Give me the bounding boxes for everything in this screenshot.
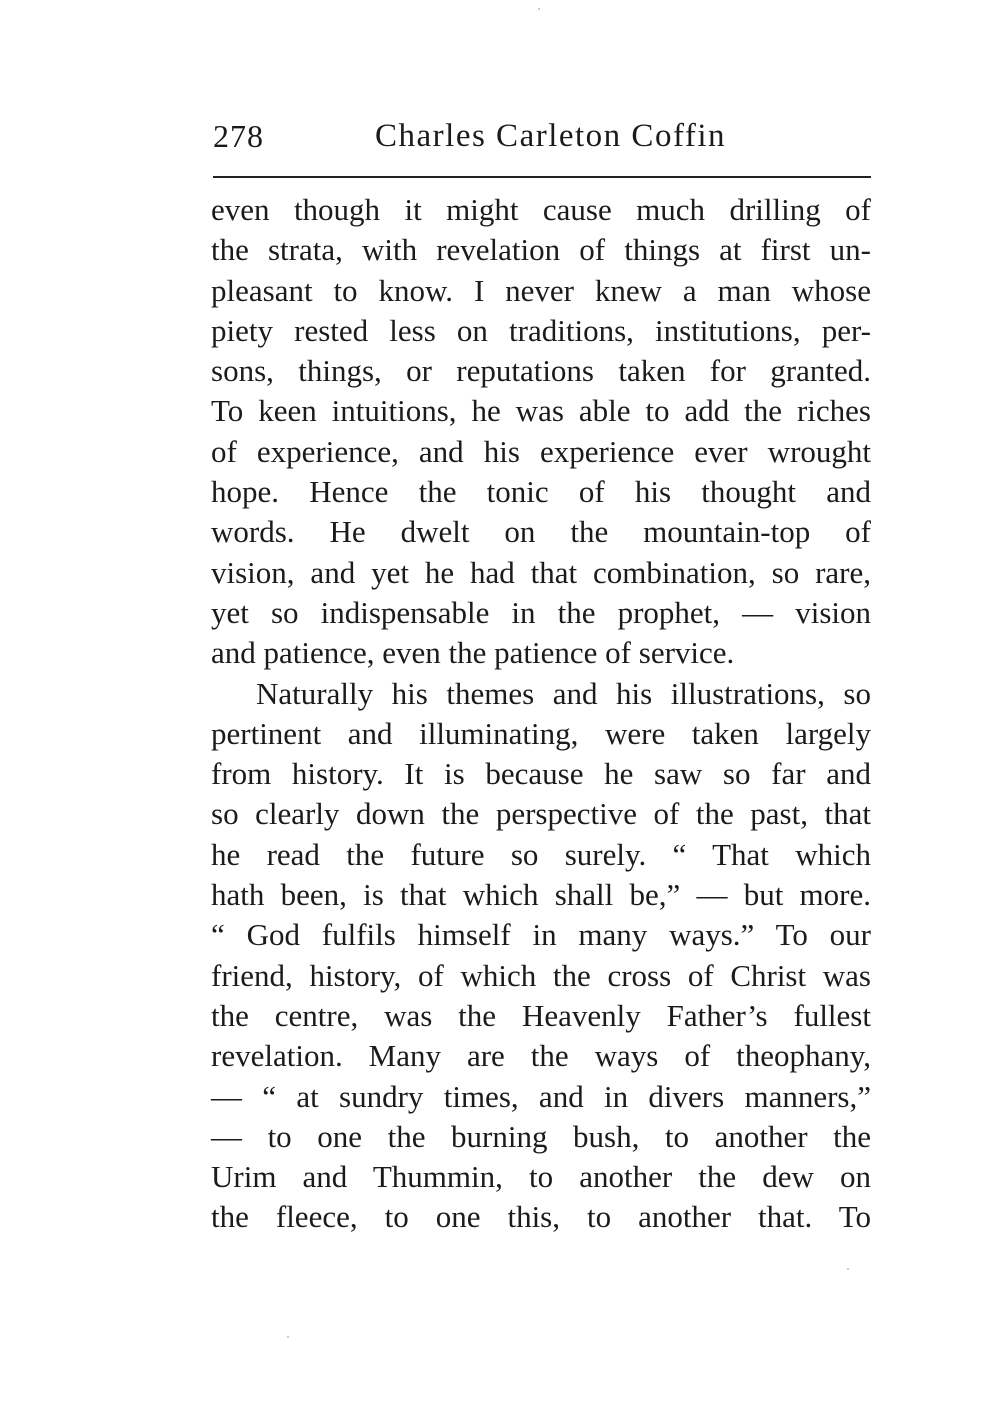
- page-header: [213, 118, 871, 168]
- text-line: — “ at sundry times, and in divers manners,”: [211, 1078, 871, 1114]
- text-line: Urim and Thummin, to another the dew on: [211, 1159, 871, 1195]
- text-line: To keen intuitions, he was able to add the riches: [211, 393, 871, 429]
- text-line: the strata, with revelation of things at first un-: [211, 232, 871, 268]
- text-line: piety rested less on traditions, institutions, per-: [211, 312, 871, 348]
- text-line: “ God fulfils himself in many ways.” To our: [211, 917, 871, 953]
- paragraph-1: [211, 190, 871, 674]
- scan-speck: [287, 1336, 289, 1338]
- text-line: — to one the burning bush, to another the: [211, 1118, 871, 1154]
- text-line: so clearly down the perspective of the past, that: [211, 796, 871, 832]
- text-line: sons, things, or reputations taken for granted.: [211, 353, 871, 389]
- text-line: revelation. Many are the ways of theophany,: [211, 1038, 871, 1074]
- page-number: 278: [213, 118, 264, 154]
- text-line: friend, history, of which the cross of Christ was: [211, 957, 871, 993]
- text-line: vision, and yet he had that combination, so rare,: [211, 554, 871, 590]
- text-line: hath been, is that which shall be,” — but more.: [211, 877, 871, 913]
- text-line: pleasant to know. I never knew a man whose: [211, 272, 871, 308]
- text-line: the fleece, to one this, to another that. To: [211, 1199, 871, 1235]
- scan-speck: [847, 1268, 849, 1270]
- text-line: words. He dwelt on the mountain-top of: [211, 514, 871, 550]
- text-line: of experience, and his experience ever wrought: [211, 433, 871, 469]
- text-line: yet so indispensable in the prophet, — vision: [211, 594, 871, 630]
- body-text: [211, 190, 871, 1238]
- running-title: Charles Carleton Coffin: [375, 118, 726, 154]
- text-line: the centre, was the Heavenly Father’s fullest: [211, 997, 871, 1033]
- paragraph-2: [211, 674, 871, 1238]
- text-line: hope. Hence the tonic of his thought and: [211, 474, 871, 510]
- header-rule: [213, 176, 871, 178]
- text-line: pertinent and illuminating, were taken largely: [211, 715, 871, 751]
- text-line: Naturally his themes and his illustrations, so: [256, 675, 871, 711]
- text-line: he read the future so surely. “ That which: [211, 836, 871, 872]
- text-line: even though it might cause much drilling of: [211, 192, 871, 227]
- text-line: and patience, even the patience of service.: [211, 635, 735, 671]
- scan-speck: [538, 8, 540, 10]
- text-line: from history. It is because he saw so far and: [211, 756, 871, 792]
